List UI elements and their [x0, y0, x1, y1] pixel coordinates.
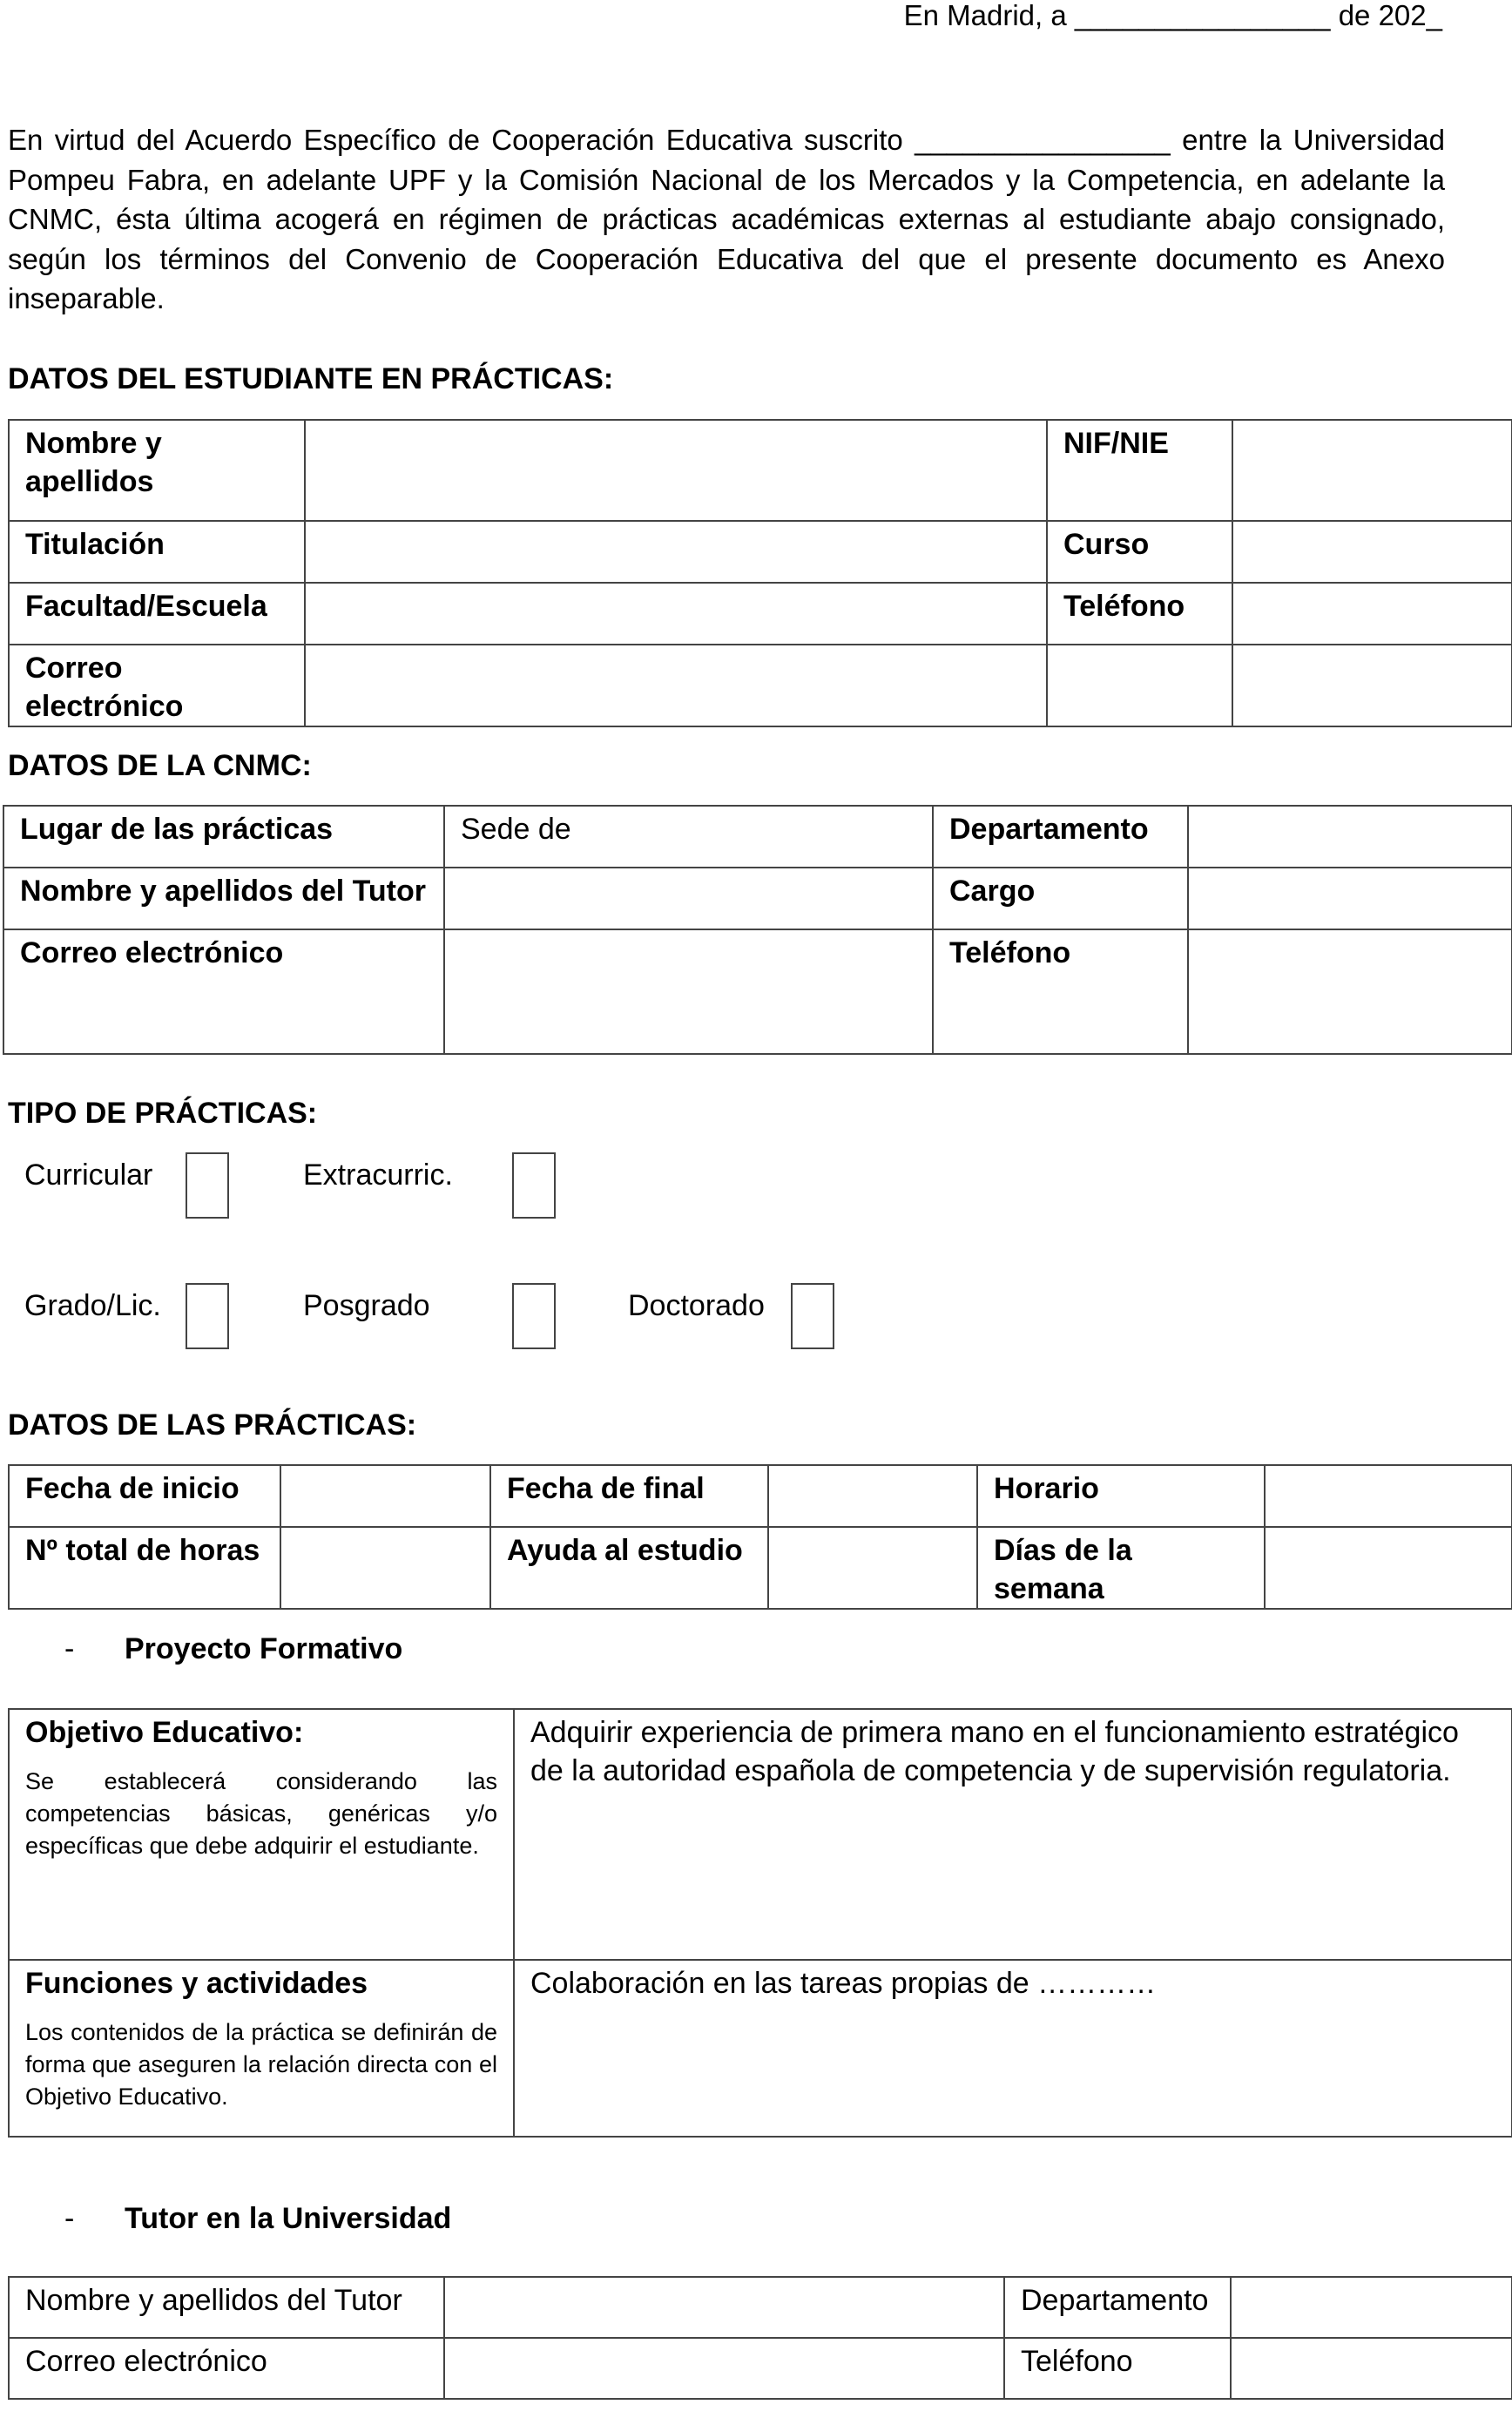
study-aid-field[interactable]	[768, 1527, 977, 1609]
cnmc-position-field[interactable]	[1188, 868, 1512, 929]
student-course-label: Curso	[1047, 521, 1232, 583]
doctorado-label: Doctorado	[628, 1289, 765, 1322]
start-date-field[interactable]	[280, 1465, 490, 1527]
objective-title: Objetivo Educativo:	[25, 1716, 304, 1749]
student-empty-cell-2	[1232, 645, 1512, 726]
student-faculty-label: Facultad/Escuela	[9, 583, 305, 645]
uni-email-field[interactable]	[444, 2338, 1004, 2399]
total-hours-label: Nº total de horas	[9, 1527, 280, 1609]
grado-checkbox[interactable]	[186, 1283, 229, 1349]
uni-phone-label: Teléfono	[1004, 2338, 1231, 2399]
extracurricular-label: Extracurric.	[303, 1158, 453, 1192]
student-email-label: Correo electrónico	[9, 645, 305, 726]
cnmc-place-label: Lugar de las prácticas	[3, 806, 444, 868]
student-phone-label: Teléfono	[1047, 583, 1232, 645]
uni-tutor-name-label: Nombre y apellidos del Tutor	[9, 2277, 444, 2338]
bullet-dash: -	[64, 1632, 75, 1665]
cnmc-department-field[interactable]	[1188, 806, 1512, 868]
objective-note: Se establecerá considerando las competencias básicas, genéricas y/o específicas que debe adquirir el estudiante.	[25, 1768, 497, 1859]
curricular-checkbox[interactable]	[186, 1152, 229, 1219]
cnmc-email-label: Correo electrónico	[3, 929, 444, 1054]
uni-email-label: Correo electrónico	[9, 2338, 444, 2399]
uni-phone-field[interactable]	[1231, 2338, 1512, 2399]
student-section-heading: DATOS DEL ESTUDIANTE EN PRÁCTICAS:	[8, 362, 614, 395]
end-date-field[interactable]	[768, 1465, 977, 1527]
cnmc-table	[3, 805, 1512, 1055]
bullet-dash-2: -	[64, 2202, 75, 2235]
student-degree-field[interactable]	[305, 521, 1047, 583]
cnmc-department-label: Departamento	[933, 806, 1188, 868]
schedule-field[interactable]	[1265, 1465, 1512, 1527]
student-empty-cell	[1047, 645, 1232, 726]
training-project-table	[8, 1708, 1512, 2138]
cnmc-tutor-label: Nombre y apellidos del Tutor	[3, 868, 444, 929]
training-project-title: Proyecto Formativo	[125, 1632, 403, 1665]
objective-cell	[9, 1709, 514, 1960]
uni-department-label: Departamento	[1004, 2277, 1231, 2338]
schedule-label: Horario	[977, 1465, 1265, 1527]
cnmc-phone-field[interactable]	[1188, 929, 1512, 1054]
student-nif-label: NIF/NIE	[1047, 420, 1232, 521]
study-aid-label: Ayuda al estudio	[490, 1527, 768, 1609]
grado-label: Grado/Lic.	[24, 1289, 161, 1322]
posgrado-checkbox[interactable]	[512, 1283, 556, 1349]
functions-cell	[9, 1960, 514, 2137]
student-name-field[interactable]	[305, 420, 1047, 521]
cnmc-section-heading: DATOS DE LA CNMC:	[8, 749, 312, 782]
cnmc-email-field[interactable]	[444, 929, 933, 1054]
curricular-label: Curricular	[24, 1158, 153, 1192]
objective-value[interactable]: Adquirir experiencia de primera mano en el funcionamiento estratégico de la autoridad española de competencia y de supervisión regulatoria.	[514, 1709, 1512, 1960]
practice-data-table	[8, 1464, 1512, 1610]
end-date-label: Fecha de final	[490, 1465, 768, 1527]
intro-paragraph: En virtud del Acuerdo Específico de Cooperación Educativa suscrito ________________ entre la Universidad Pompeu Fabra, en adelante UPF y la Comisión Nacional de los Mercados y la Competencia, en adelante la CNMC, ésta última acogerá en régimen de prácticas académicas externas al estudiante abajo consignado, según los términos del Convenio de Cooperación Educativa del que el presente documento es Anexo inseparable.	[8, 124, 1445, 314]
practice-data-heading: DATOS DE LAS PRÁCTICAS:	[8, 1408, 417, 1442]
uni-tutor-name-field[interactable]	[444, 2277, 1004, 2338]
university-tutor-table	[8, 2276, 1512, 2400]
uni-department-field[interactable]	[1231, 2277, 1512, 2338]
date-line: En Madrid, a ________________ de 202_	[903, 0, 1442, 31]
student-email-field[interactable]	[305, 645, 1047, 726]
student-degree-label: Titulación	[9, 521, 305, 583]
cnmc-tutor-field[interactable]	[444, 868, 933, 929]
weekdays-label: Días de la semana	[977, 1527, 1265, 1609]
weekdays-field[interactable]	[1265, 1527, 1512, 1609]
student-name-label: Nombre y apellidos	[9, 420, 305, 521]
cnmc-phone-label: Teléfono	[933, 929, 1188, 1054]
start-date-label: Fecha de inicio	[9, 1465, 280, 1527]
posgrado-label: Posgrado	[303, 1289, 430, 1322]
student-faculty-field[interactable]	[305, 583, 1047, 645]
cnmc-place-value[interactable]: Sede de	[444, 806, 933, 868]
practice-type-heading: TIPO DE PRÁCTICAS:	[8, 1097, 318, 1130]
university-tutor-title: Tutor en la Universidad	[125, 2202, 452, 2235]
student-phone-field[interactable]	[1232, 583, 1512, 645]
student-table	[8, 419, 1512, 727]
cnmc-position-label: Cargo	[933, 868, 1188, 929]
functions-title: Funciones y actividades	[25, 1967, 368, 2000]
functions-value[interactable]: Colaboración en las tareas propias de …………	[514, 1960, 1512, 2137]
student-course-field[interactable]	[1232, 521, 1512, 583]
total-hours-field[interactable]	[280, 1527, 490, 1609]
student-nif-field[interactable]	[1232, 420, 1512, 521]
extracurricular-checkbox[interactable]	[512, 1152, 556, 1219]
functions-note: Los contenidos de la práctica se definirán de forma que aseguren la relación directa con el Objetivo Educativo.	[25, 2019, 497, 2110]
doctorado-checkbox[interactable]	[791, 1283, 834, 1349]
